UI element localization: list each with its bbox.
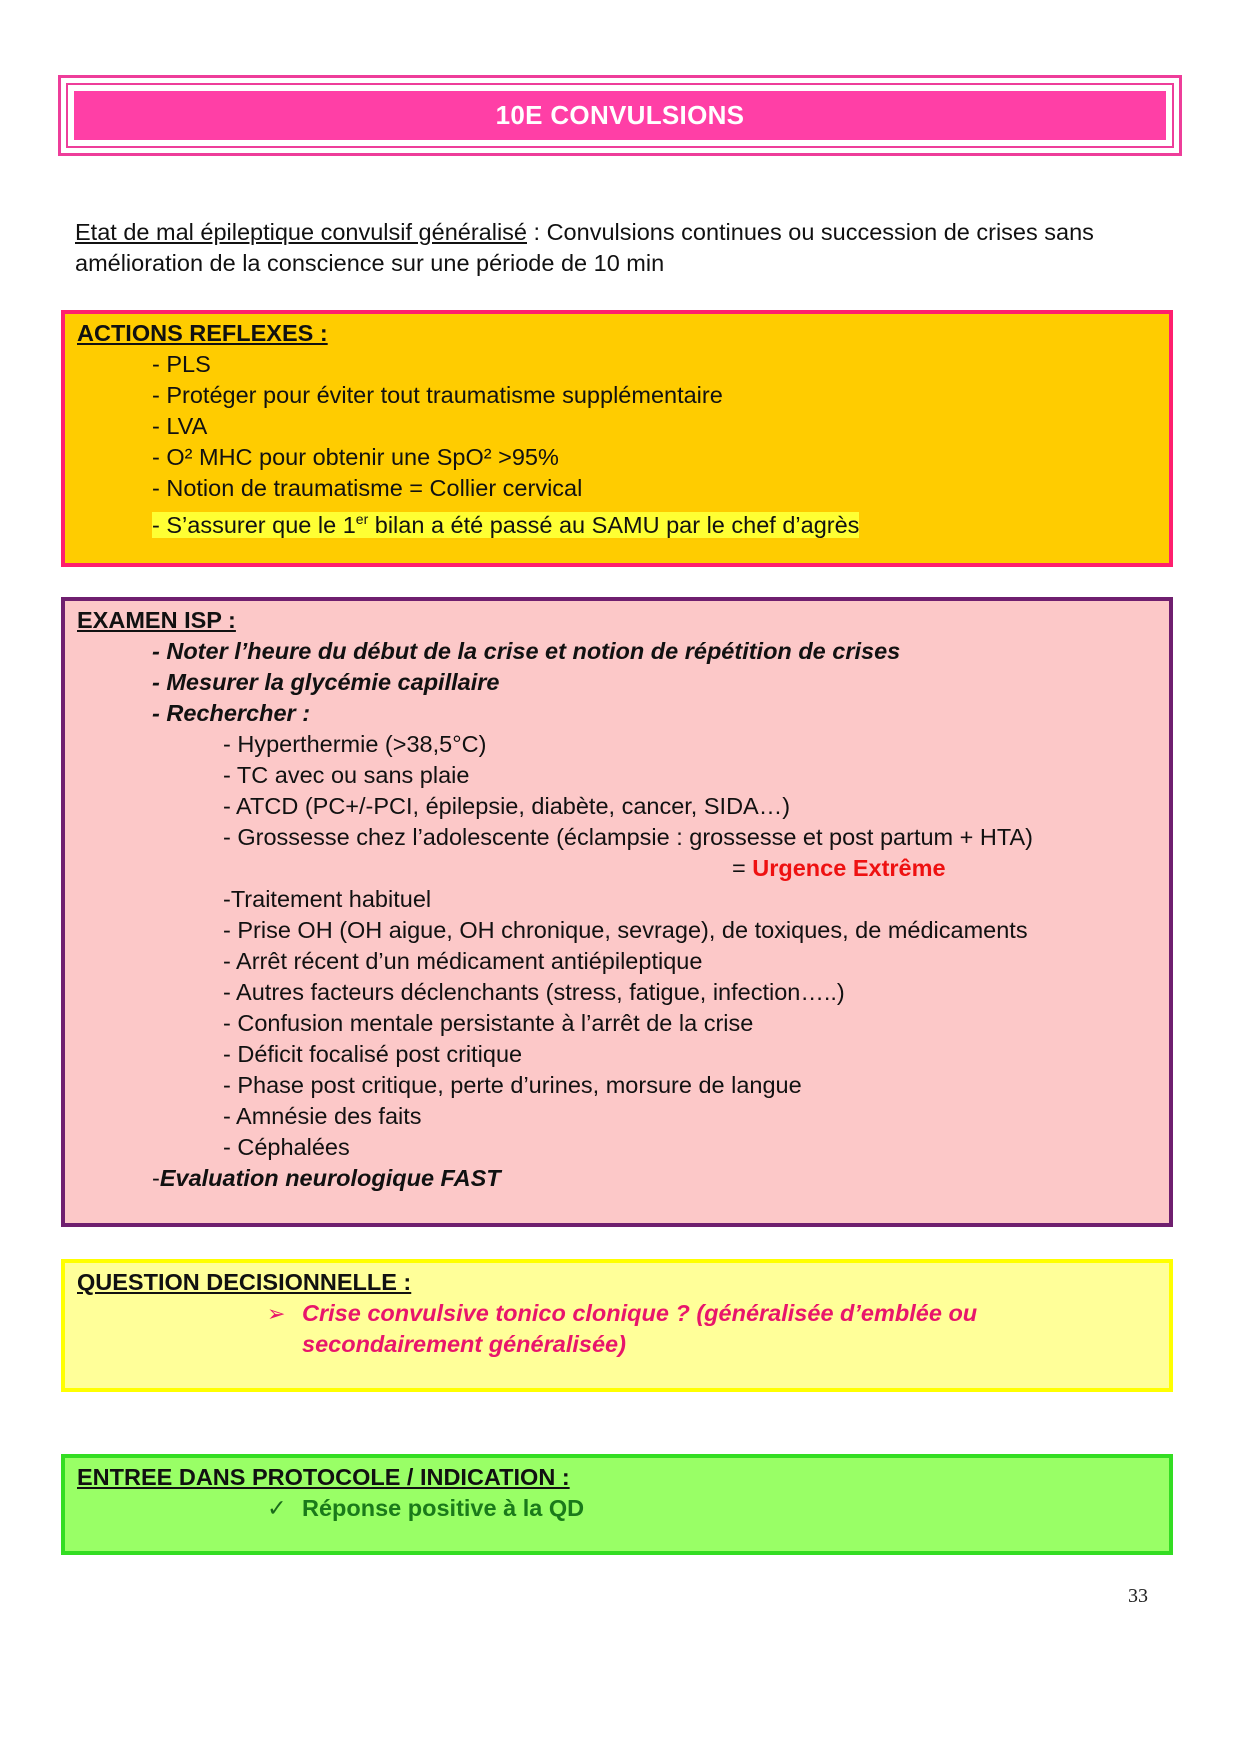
list-item: - Mesurer la glycémie capillaire: [152, 669, 500, 695]
entry-item: [77, 1493, 1157, 1524]
list-item: - LVA: [152, 413, 208, 439]
list-item: - Arrêt récent d’un médicament antiépileptique: [223, 948, 703, 974]
list-item: - Notion de traumatisme = Collier cervical: [152, 475, 583, 501]
title-frame: [66, 83, 1174, 148]
intro-paragraph: [75, 217, 1185, 279]
actions-heading: ACTIONS REFLEXES :: [77, 320, 328, 346]
list-item: - Céphalées: [223, 1134, 350, 1160]
exam-bold-list: [77, 636, 1157, 729]
highlight-mark: [152, 512, 859, 538]
actions-reflexes-box: [61, 310, 1173, 567]
title-fill: [72, 89, 1168, 142]
exam-search-list: [77, 729, 1157, 1163]
urgency-prefix: =: [732, 855, 753, 881]
list-item: - Autres facteurs déclenchants (stress, fatigue, infection…..): [223, 979, 845, 1005]
list-item: - Phase post critique, perte d’urines, morsure de langue: [223, 1072, 802, 1098]
arrow-bullet-icon: ➢: [267, 1301, 286, 1326]
question-decisionnelle-box: [61, 1259, 1173, 1392]
neuro-prefix: -: [152, 1165, 160, 1191]
list-item: - Confusion mentale persistante à l’arrêt de la crise: [223, 1010, 754, 1036]
list-item: - PLS: [152, 351, 211, 377]
neuro-eval-line: [77, 1163, 1157, 1194]
entree-protocole-box: [61, 1454, 1173, 1555]
page-number: 33: [1128, 1585, 1148, 1607]
list-item: - Hyperthermie (>38,5°C): [223, 731, 487, 757]
neuro-eval: Evaluation neurologique FAST: [159, 1165, 501, 1191]
examen-isp-box: [61, 597, 1173, 1227]
list-item: - Grossesse chez l’adolescente (éclampsie : grossesse et post partum + HTA): [223, 824, 1033, 850]
question-heading: QUESTION DECISIONNELLE :: [77, 1269, 412, 1295]
urgency-label: Urgence Extrême: [752, 855, 946, 881]
list-item: - Déficit focalisé post critique: [223, 1041, 523, 1067]
highlight-after: bilan a été passé au SAMU par le chef d’agrès: [368, 511, 860, 538]
entry-text: Réponse positive à la QD: [302, 1495, 585, 1521]
list-item-highlighted: [152, 504, 1157, 541]
list-item: -Traitement habituel: [223, 886, 432, 912]
title-banner: [58, 75, 1182, 156]
list-item: - Prise OH (OH aigue, OH chronique, sevrage), de toxiques, de médicaments: [223, 917, 1028, 943]
intro-definition: : Convulsions continues ou succession de crises sans amélioration de la conscience sur une période de 10 min: [75, 219, 1094, 276]
actions-list: [77, 349, 1157, 541]
highlight-before: - S’assurer que le 1: [152, 511, 356, 538]
urgency-line: [223, 853, 1157, 884]
intro-term: Etat de mal épileptique convulsif généralisé: [75, 219, 527, 245]
question-item: [77, 1298, 1157, 1360]
checkmark-icon: ✓: [267, 1495, 287, 1521]
list-item: - Protéger pour éviter tout traumatisme supplémentaire: [152, 382, 723, 408]
list-item: - O² MHC pour obtenir une SpO² >95%: [152, 444, 559, 470]
list-item: - TC avec ou sans plaie: [223, 762, 470, 788]
page-title: 10E CONVULSIONS: [495, 100, 745, 130]
highlight-sup: er: [355, 511, 369, 527]
question-text: Crise convulsive tonico clonique ? (généralisée d’emblée ou secondairement généralisée): [302, 1300, 978, 1357]
list-item: - Noter l’heure du début de la crise et notion de répétition de crises: [152, 638, 901, 664]
list-item: - ATCD (PC+/-PCI, épilepsie, diabète, cancer, SIDA…): [223, 793, 791, 819]
exam-heading: EXAMEN ISP :: [77, 607, 236, 633]
entry-heading: ENTREE DANS PROTOCOLE / INDICATION :: [77, 1464, 570, 1490]
list-item: - Rechercher :: [152, 700, 311, 726]
list-item: - Amnésie des faits: [223, 1103, 422, 1129]
